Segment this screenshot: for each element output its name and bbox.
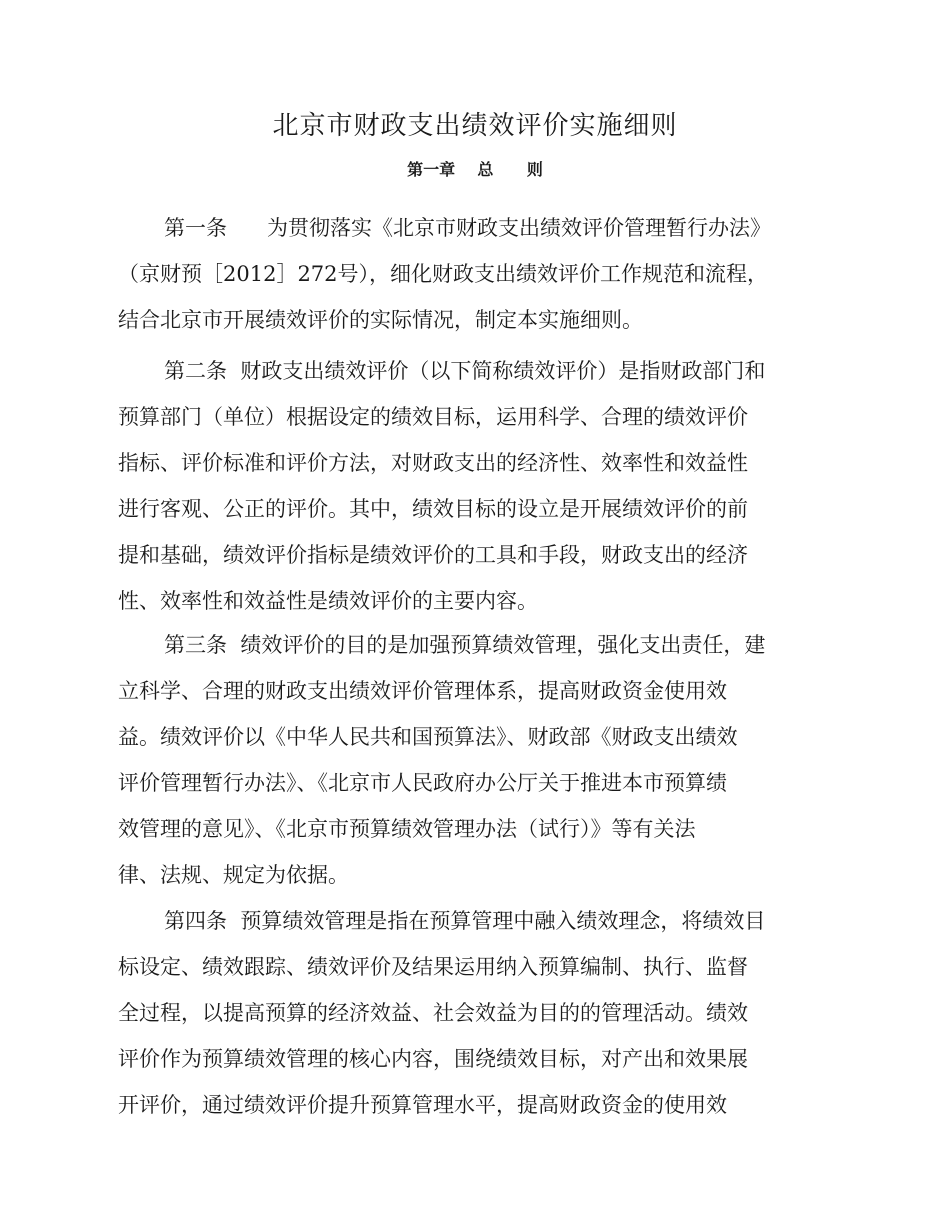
article-3-line-4: 评价管理暂行办法》、《北京市人民政府办公厅关于推进本市预算绩 [118, 771, 727, 795]
article-1 [118, 205, 838, 343]
article-3-line-5: 效管理的意见》、《北京市预算绩效管理办法（试行）》等有关法 [118, 817, 696, 841]
article-1-line-2: （京财预［2012］272号），细化财政支出绩效评价工作规范和流程， [118, 262, 769, 286]
article-4-line-2: 标设定、绩效跟踪、绩效评价及结果运用纳入预算编制、执行、监督 [118, 955, 748, 979]
article-2-line-5: 提和基础，绩效评价指标是绩效评价的工具和手段，财政支出的经济 [118, 543, 748, 567]
article-2-line-6: 性、效率性和效益性是绩效评价的主要内容。 [118, 589, 538, 613]
document-title: 北京市财政支出绩效评价实施细则 [272, 111, 678, 141]
article-3-line-2: 立科学、合理的财政支出绩效评价管理体系，提高财政资金使用效 [118, 679, 727, 703]
article-4-line-5: 开评价，通过绩效评价提升预算管理水平，提高财政资金的使用效 [118, 1093, 727, 1117]
article-2-line-3: 指标、评价标准和评价方法，对财政支出的经济性、效率性和效益性 [118, 451, 748, 475]
article-2-line-2: 预算部门（单位）根据设定的绩效目标，运用科学、合理的绩效评价 [118, 405, 748, 429]
chapter-heading: 第一章 总 则 [407, 160, 543, 179]
article-3-line-1: 第三条 绩效评价的目的是加强预算绩效管理，强化支出责任，建 [164, 633, 766, 657]
article-3 [118, 622, 838, 898]
article-2-line-4: 进行客观、公正的评价。其中，绩效目标的设立是开展绩效评价的前 [118, 497, 748, 521]
article-4-line-1: 第四条 预算绩效管理是指在预算管理中融入绩效理念，将绩效目 [164, 909, 766, 933]
article-4-line-3: 全过程，以提高预算的经济效益、社会效益为目的的管理活动。绩效 [118, 1001, 748, 1025]
article-3-line-3: 益。绩效评价以《中华人民共和国预算法》、财政部《财政支出绩效 [118, 725, 738, 749]
article-4 [118, 898, 838, 1128]
article-2-line-1: 第二条 财政支出绩效评价（以下简称绩效评价）是指财政部门和 [164, 359, 766, 383]
article-1-line-1: 第一条 为贯彻落实《北京市财政支出绩效评价管理暂行办法》 [164, 216, 772, 240]
article-3-line-6: 律、法规、规定为依据。 [118, 863, 349, 887]
article-4-line-4: 评价作为预算绩效管理的核心内容，围绕绩效目标，对产出和效果展 [118, 1047, 748, 1071]
article-2 [118, 348, 838, 624]
article-1-line-3: 结合北京市开展绩效评价的实际情况，制定本实施细则。 [118, 308, 643, 332]
